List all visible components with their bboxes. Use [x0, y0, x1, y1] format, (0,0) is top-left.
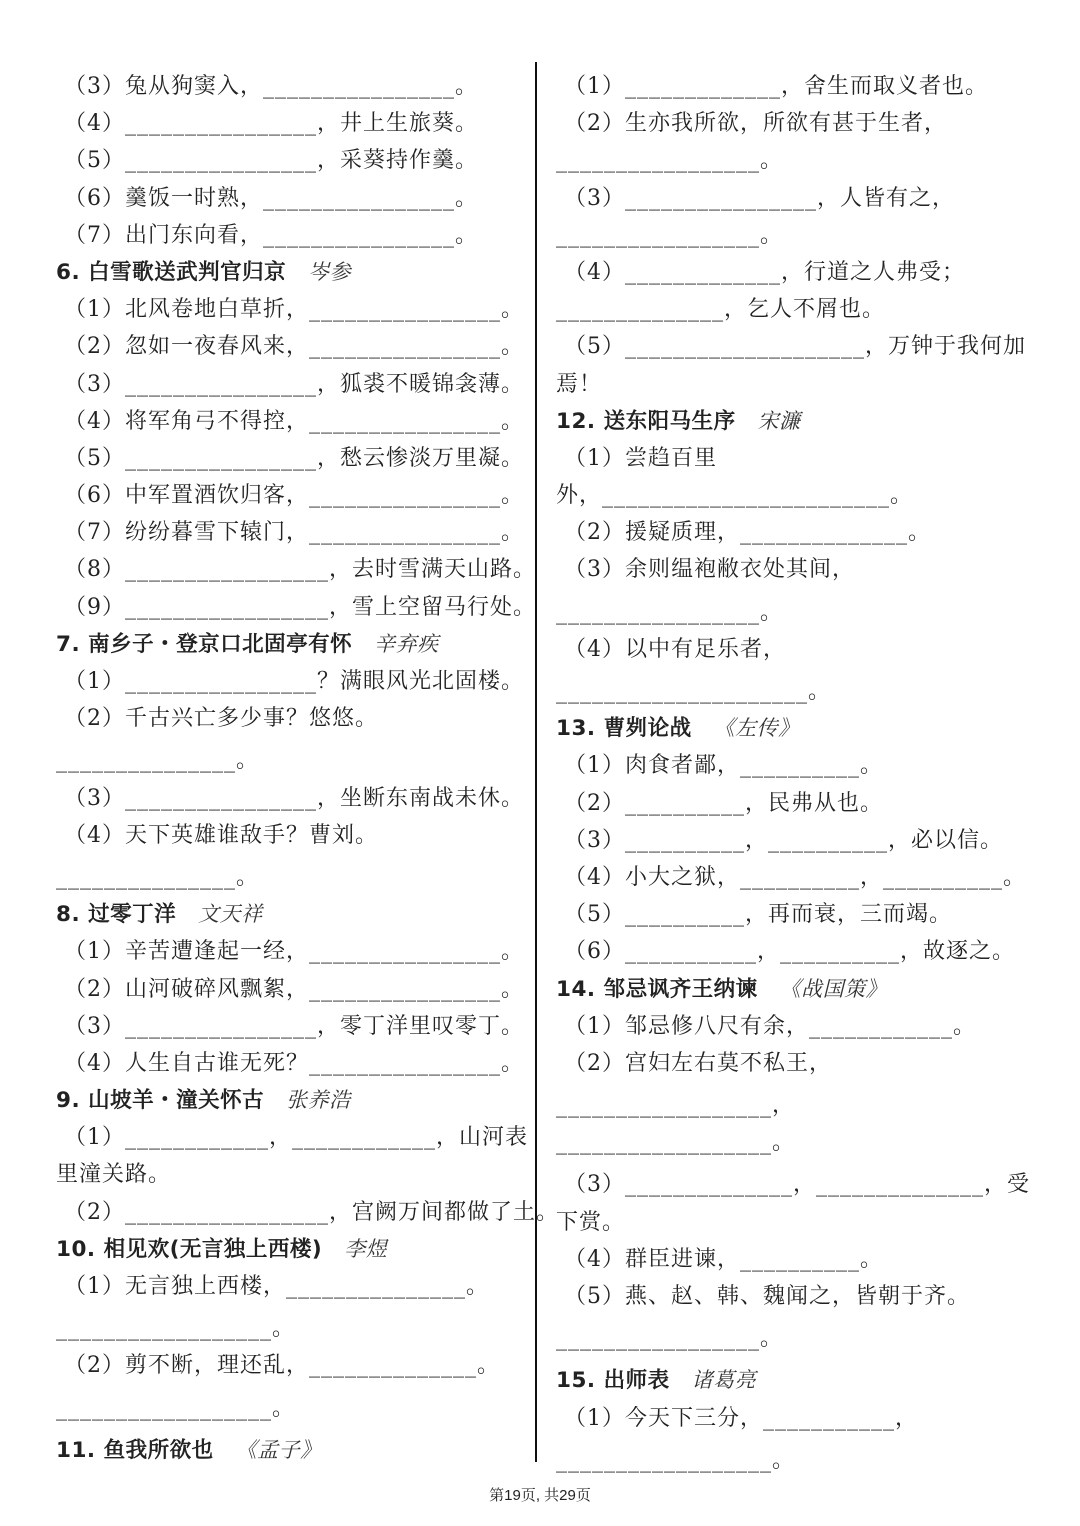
section-number: 10.: [56, 1236, 104, 1262]
question-item: [556, 514, 1026, 551]
question-item: [56, 700, 526, 737]
section-author: 张养浩: [286, 1088, 351, 1113]
question-text: （1）________________？满眼风光北固楼。: [64, 669, 524, 694]
question-item: [556, 254, 1026, 291]
question-item: [56, 817, 526, 854]
question-text: （1）_____________，舍生而取义者也。: [564, 74, 988, 99]
section-author: 《左传》: [713, 716, 800, 741]
question-continuation: [556, 217, 1026, 254]
question-continuation: [556, 1442, 1026, 1479]
section-heading: [56, 626, 526, 663]
question-item: [556, 180, 1026, 217]
question-text: （3）________________，狐裘不暖锦衾薄。: [64, 371, 524, 397]
question-text: _________________。: [556, 222, 784, 248]
question-text: （1）邹忌修八尺有余，____________。: [564, 1013, 976, 1039]
question-item: [56, 1008, 526, 1045]
section-author: 辛弃疾: [374, 631, 439, 656]
question-text: （8）_________________，去时雪满天山路。: [64, 557, 536, 583]
question-item: [56, 971, 526, 1008]
question-item: [556, 822, 1026, 859]
right-column: [556, 68, 1030, 1479]
question-item: [56, 514, 526, 551]
question-text: __________________，: [556, 1093, 796, 1119]
question-text: （5）____________________，万钟于我何加: [564, 334, 1026, 360]
question-item: [556, 785, 1026, 822]
question-text: （7）纷纷暮雪下辕门，________________。: [64, 520, 524, 546]
section-heading: [56, 896, 526, 933]
column-divider: [535, 62, 537, 1462]
question-item: [56, 68, 526, 105]
question-continuation: [556, 673, 1026, 710]
section-number: 8.: [56, 902, 89, 928]
question-text: （2）生亦我所欲，所欲有甚于生者，: [564, 111, 947, 137]
question-item: [56, 105, 526, 142]
question-text: _______________。: [56, 864, 260, 890]
question-item: [556, 1008, 1026, 1045]
question-item: [56, 291, 526, 328]
question-continuation: [56, 1310, 526, 1347]
section-title: 相见欢(无言独上西楼): [103, 1236, 323, 1262]
question-text: （3）__________，__________，必以信。: [564, 827, 1003, 853]
question-continuation: [556, 366, 1026, 403]
question-item: [556, 1241, 1026, 1278]
question-text: （6）中军置酒饮归客，________________。: [64, 483, 524, 509]
question-continuation: [556, 291, 1026, 328]
section-heading: [56, 1432, 526, 1469]
left-column: [56, 68, 559, 1469]
question-item: [556, 933, 1026, 970]
section-number: 15.: [556, 1368, 604, 1394]
section-author: 李煜: [344, 1236, 388, 1261]
question-item: [56, 366, 526, 403]
question-text: （1）肉食者鄙，__________。: [564, 753, 883, 779]
question-text: _________________。: [556, 1326, 784, 1352]
question-text: （4）小大之狱，__________，__________。: [564, 864, 1026, 890]
question-continuation: [556, 1124, 1026, 1161]
question-text: （2）_________________，宫阙万间都做了土。: [64, 1199, 559, 1225]
question-item: [556, 1278, 1026, 1315]
question-text: （4）________________，井上生旅葵。: [64, 111, 478, 137]
section-number: 6.: [56, 259, 89, 285]
question-text: （2）宫妇左右莫不私王，: [564, 1050, 832, 1076]
question-continuation: [556, 142, 1026, 179]
section-title: 鱼我所欲也: [103, 1437, 214, 1463]
question-item: [56, 780, 526, 817]
question-text: （4）_____________，行道之人弗受；: [564, 259, 965, 285]
section-number: 13.: [556, 716, 604, 742]
question-item: [56, 477, 526, 514]
question-item: [56, 1119, 526, 1156]
question-text: （3）兔从狗窦入，________________。: [64, 74, 478, 99]
section-author: 《战国策》: [779, 976, 888, 1001]
question-text: _________________。: [556, 148, 784, 174]
question-text: （2）忽如一夜春风来，________________。: [64, 334, 524, 360]
question-text: 外，________________________。: [556, 483, 914, 509]
section-author: 《孟子》: [235, 1437, 322, 1462]
question-text: _______________。: [56, 748, 260, 774]
question-text: __________________。: [556, 1130, 796, 1156]
question-continuation: [56, 1156, 526, 1193]
question-item: [556, 1400, 1026, 1437]
section-title: 送东阳马生序: [603, 408, 736, 434]
section-title: 出师表: [603, 1368, 670, 1394]
section-number: 7.: [56, 631, 89, 657]
question-item: [56, 403, 526, 440]
question-item: [556, 551, 1026, 588]
question-text: （6）___________，__________，故逐之。: [564, 939, 1015, 965]
question-text: 里潼关路。: [56, 1162, 172, 1188]
section-title: 过零丁洋: [88, 902, 177, 928]
question-item: [56, 589, 536, 626]
section-number: 9.: [56, 1088, 89, 1114]
question-text: __________________。: [56, 1395, 296, 1421]
question-text: （3）________________，坐断东南战未休。: [64, 785, 524, 811]
question-text: 焉！: [556, 371, 603, 397]
question-continuation: [556, 594, 1026, 631]
section-heading: [56, 254, 526, 291]
question-text: （3）________________，人皆有之，: [564, 185, 955, 211]
question-text: （5）________________，采葵持作羹。: [64, 148, 478, 174]
question-text: _____________________。: [556, 679, 832, 704]
question-item: [56, 1194, 559, 1231]
question-item: [56, 180, 526, 217]
section-heading: [56, 1082, 526, 1119]
question-text: （1）今天下三分，___________，: [564, 1405, 918, 1431]
question-item: [56, 142, 526, 179]
question-text: （6）羹饭一时熟，________________。: [64, 185, 478, 211]
page-footer: 第19页, 共29页: [489, 1487, 591, 1504]
question-text: （1）尝趋百里: [564, 445, 717, 471]
question-continuation: [556, 1204, 1026, 1241]
section-title: 邹忌讽齐王纳谏: [603, 976, 758, 1002]
question-text: （1）北风卷地白草折，________________。: [64, 297, 524, 323]
question-item: [556, 440, 1026, 477]
section-heading: [556, 1362, 1026, 1399]
question-item: [56, 1347, 526, 1384]
question-item: [56, 217, 526, 254]
question-continuation: [56, 1390, 526, 1427]
question-text: _________________。: [556, 599, 784, 625]
question-item: [556, 631, 1026, 668]
question-continuation: [56, 742, 526, 779]
section-heading: [556, 710, 1026, 747]
question-text: （2）援疑质理，______________。: [564, 520, 931, 546]
question-text: （4）群臣进谏，__________。: [564, 1246, 883, 1272]
question-item: [556, 896, 1026, 933]
section-number: 14.: [556, 976, 604, 1002]
section-number: 12.: [556, 408, 604, 434]
question-item: [56, 663, 526, 700]
question-text: __________________。: [56, 1316, 296, 1342]
question-text: （2）山河破碎风飘絮，________________。: [64, 976, 524, 1002]
section-author: 宋濂: [757, 408, 801, 433]
question-continuation: [556, 1320, 1026, 1357]
question-text: （4）将军角弓不得控，________________。: [64, 408, 524, 434]
question-text: （4）天下英雄谁敌手？曹刘。: [64, 822, 378, 848]
question-text: （5）__________，再而衰，三而竭。: [564, 902, 952, 928]
section-number: 11.: [56, 1437, 104, 1463]
section-title: 曹刿论战: [603, 716, 692, 742]
question-item: [556, 105, 1026, 142]
question-item: [56, 328, 526, 365]
question-text: （1）无言独上西楼，_______________。: [64, 1274, 489, 1299]
question-item: [556, 1166, 1030, 1203]
question-text: （4）以中有足乐者，: [564, 636, 786, 662]
question-text: （4）人生自古谁无死？________________。: [64, 1050, 524, 1076]
section-heading: [556, 971, 1026, 1008]
question-item: [556, 68, 1026, 105]
question-text: （5）________________，愁云惨淡万里凝。: [64, 445, 524, 471]
section-heading: [56, 1231, 526, 1268]
section-heading: [556, 403, 1026, 440]
question-text: （3）______________，______________，受: [564, 1172, 1030, 1198]
question-item: [56, 1045, 526, 1082]
question-text: 下赏。: [556, 1209, 626, 1235]
question-item: [56, 551, 536, 588]
section-author: 岑参: [308, 259, 352, 284]
question-text: （1）____________，____________，山河表: [64, 1125, 528, 1151]
question-text: （2）剪不断，理还乱，______________。: [64, 1353, 500, 1379]
question-text: （5）燕、赵、韩、魏闻之，皆朝于齐。: [564, 1284, 970, 1309]
section-author: 诸葛亮: [691, 1368, 757, 1393]
section-title: 南乡子・登京口北固亭有怀: [88, 631, 353, 657]
question-item: [56, 933, 526, 970]
question-item: [556, 859, 1026, 896]
question-text: __________________。: [556, 1447, 796, 1473]
question-text: （3）________________，零丁洋里叹零丁。: [64, 1013, 524, 1039]
question-text: （9）_________________，雪上空留马行处。: [64, 594, 536, 620]
question-text: （2）千古兴亡多少事？悠悠。: [64, 706, 378, 732]
question-item: [56, 440, 526, 477]
question-text: （3）余则缊袍敝衣处其间，: [564, 557, 855, 583]
question-text: （7）出门东向看，________________。: [64, 222, 478, 248]
question-item: [556, 747, 1026, 784]
question-item: [56, 1268, 526, 1305]
question-continuation: [556, 1087, 1026, 1124]
question-text: （1）辛苦遭逢起一经，________________。: [64, 939, 524, 965]
question-continuation: [556, 477, 1026, 514]
section-title: 白雪歌送武判官归京: [88, 259, 287, 285]
question-text: （2）__________，民弗从也。: [564, 790, 883, 816]
question-item: [556, 328, 1026, 365]
section-title: 山坡羊・潼关怀古: [88, 1088, 265, 1114]
question-text: ______________，乞人不屑也。: [556, 297, 886, 323]
question-item: [556, 1045, 1026, 1082]
section-author: 文天祥: [198, 902, 263, 927]
question-continuation: [56, 859, 526, 896]
